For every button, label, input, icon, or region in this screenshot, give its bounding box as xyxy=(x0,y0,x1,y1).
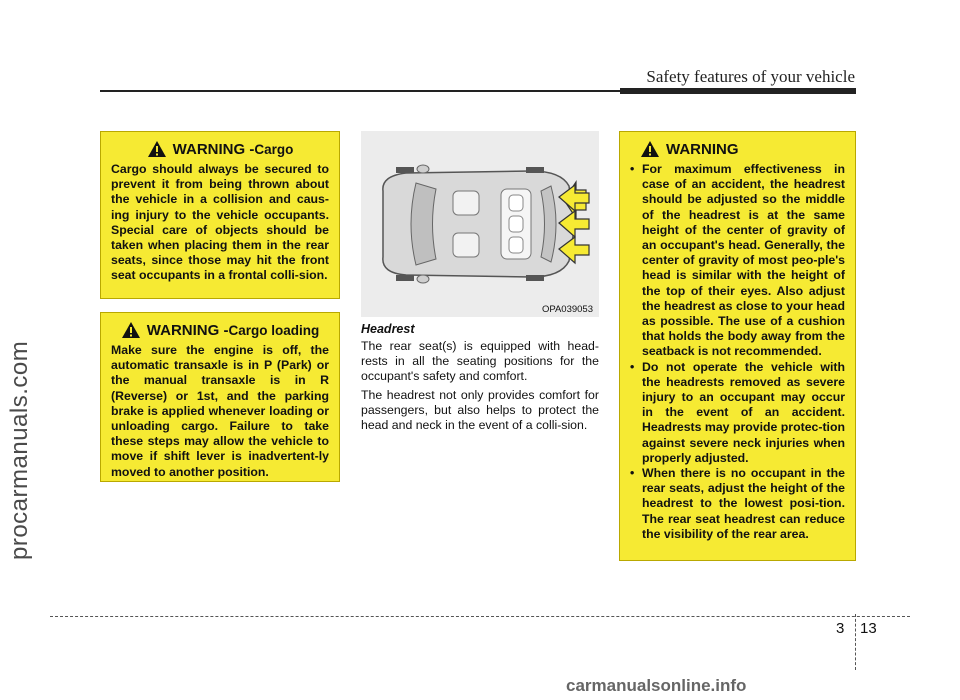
headrest-paragraph: The rear seat(s) is equipped with head-rests in all the seating positions for the occupant's safety and comfort. xyxy=(361,339,599,384)
warning-triangle-icon xyxy=(640,140,660,158)
warning-title: WARNING - xyxy=(172,140,255,158)
car-seating-figure xyxy=(361,131,599,317)
warning-header xyxy=(111,321,329,339)
arrow-icon xyxy=(559,182,589,263)
footer-rule xyxy=(50,616,910,617)
list-item: • Do not operate the vehicle with the headrests removed as severe injury to an occupant may occur in the event of an accident. Headrests may provide protec-tion against severe neck injuries when properly adjusted. xyxy=(630,360,845,466)
car-top-view-illustration xyxy=(361,131,599,317)
warning-body: Cargo should always be secured to prevent it from being thrown about the vehicle in a collision and caus-ing injury to the vehicle occupants. Special care of objects should be taken when placing them in the rear seats, since those may hit the front seat occupants in a frontal colli-sion. xyxy=(111,162,329,283)
header-rule-thin xyxy=(100,90,620,92)
warning-header xyxy=(630,140,845,158)
page-number-separator xyxy=(855,614,856,670)
warning-body: Make sure the engine is off, the automatic transaxle is in P (Park) or the manual transaxle is in R (Reverse) or 1st, and the parking brake is applied whenever loading or unloading cargo. Failure to take these steps may allow the vehicle to move if shift lever is inadvertent-ly moved to another position. xyxy=(111,343,329,479)
headrest-heading: Headrest xyxy=(361,322,415,336)
side-watermark: procarmanuals.com xyxy=(6,340,33,560)
section-title: Safety features of your vehicle xyxy=(646,67,855,86)
warning-box-headrest xyxy=(619,131,856,561)
warning-triangle-icon xyxy=(121,321,141,339)
chapter-number: 3 xyxy=(836,620,845,637)
list-item: • For maximum effectiveness in case of an accident, the headrest should be adjusted so the middle of the headrest is at the same height of the center of gravity of an occupant's head. Generally, the center of gravity of most peo-ple's head is similar with the height of the top of their eyes. Also adjust the headrest as close to your head as possible. The use of a cushion that holds the body away from the seatback is not recommended. xyxy=(630,162,845,360)
list-item: • When there is no occupant in the rear seats, adjust the height of the headrest to the lowest posi-tion. The rear seat headrest can reduce the visibility of the rear area. xyxy=(630,466,845,542)
bottom-watermark: carmanualsonline.info xyxy=(566,676,747,695)
warning-box-cargo xyxy=(100,131,340,299)
warning-triangle-icon xyxy=(147,140,167,158)
warning-title: WARNING xyxy=(666,140,739,158)
header-rule-thick xyxy=(620,88,856,94)
warning-title: WARNING - xyxy=(146,321,229,339)
warning-bullet-list xyxy=(630,162,845,542)
headrest-paragraph: The headrest not only provides comfort for passengers, but also helps to protect the head and neck in the event of a colli-sion. xyxy=(361,388,599,433)
figure-code: OPA039053 xyxy=(541,304,593,315)
warning-subtitle: Cargo xyxy=(254,141,294,157)
page-number: 13 xyxy=(860,620,877,637)
warning-box-cargo-loading xyxy=(100,312,340,482)
warning-header xyxy=(111,140,329,158)
warning-subtitle: Cargo loading xyxy=(228,322,320,338)
